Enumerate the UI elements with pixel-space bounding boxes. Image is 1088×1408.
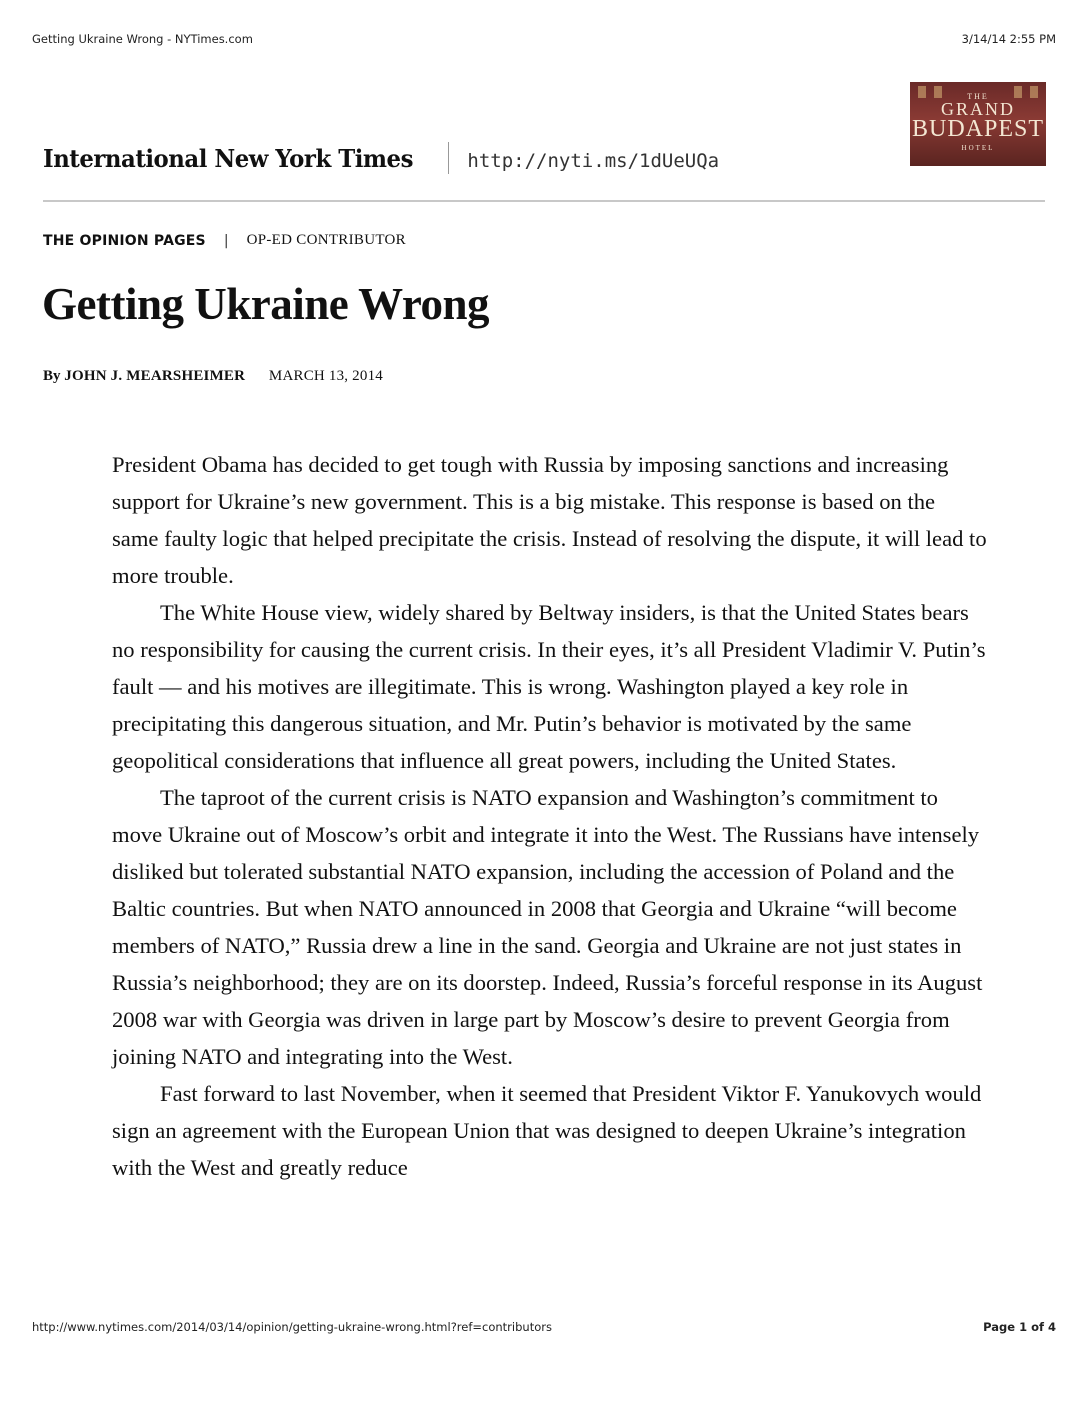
article-paragraph: Fast forward to last November, when it seemed that President Viktor F. Yanukovych would sign an agreement with the European Union that was designed to deepen Ukraine’s integration with the West and greatly reduce — [112, 1081, 982, 1180]
ad-line-1: THE — [967, 92, 989, 101]
ad-line-4: HOTEL — [961, 144, 995, 152]
byline-author[interactable]: JOHN J. MEARSHEIMER — [64, 368, 246, 384]
article-paragraph: President Obama has decided to get tough with Russia by imposing sanctions and increasing support for Ukraine’s new government. This is a big mistake. This response is based on the same faulty logic that helped precipitate the crisis. Instead of resolving the dispute, it will lead to more trouble. — [112, 452, 987, 588]
short-url[interactable]: http://nyti.ms/1dUeUQa — [467, 150, 720, 172]
nyt-logo[interactable]: International New York Times — [43, 143, 413, 173]
headline: Getting Ukraine Wrong — [42, 279, 490, 329]
column-label: OP-ED CONTRIBUTOR — [246, 232, 406, 248]
print-datetime: 3/14/14 2:55 PM — [961, 32, 1056, 46]
ad-banner[interactable] — [910, 82, 1046, 166]
article-paragraph: The taproot of the current crisis is NATO expansion and Washington’s commitment to move Ukraine out of Moscow’s orbit and integrate it into the West. The Russians have intensely disliked but tolerated substantial NATO expansion, including the accession of Poland and the Baltic countries. But when NATO announced in 2008 that Georgia and Ukraine “will become members of NATO,” Russia drew a line in the sand. Georgia and Ukraine are not just states in Russia’s neighborhood; they are on its doorstep. Indeed, Russia’s forceful response in its August 2008 war with Georgia was driven in large part by Moscow’s desire to prevent Georgia from joining NATO and integrating into the West. — [112, 785, 983, 1069]
article-paragraph: The White House view, widely shared by Beltway insiders, is that the United States bears no responsibility for causing the current crisis. In their eyes, it’s all President Vladimir V. Putin’s fault — and his motives are illegitimate. This is wrong. Washington played a key role in precipitating this dangerous situation, and Mr. Putin’s behavior is motivated by the same geopolitical considerations that influence all great powers, including the United States. — [112, 600, 986, 773]
byline — [43, 368, 383, 385]
print-footer — [32, 1320, 1056, 1334]
masthead — [43, 138, 719, 178]
print-header — [32, 32, 1056, 46]
byline-date: MARCH 13, 2014 — [268, 368, 383, 384]
header-divider — [43, 200, 1045, 202]
kicker — [43, 232, 406, 249]
kicker-separator: | — [223, 232, 229, 249]
masthead-separator — [448, 142, 449, 174]
ad-line-2: GRAND — [940, 99, 1015, 119]
byline-by: By — [43, 368, 61, 384]
print-page-title: Getting Ukraine Wrong - NYTimes.com — [32, 32, 253, 46]
article-body — [112, 446, 987, 1186]
section-link[interactable]: THE OPINION PAGES — [43, 232, 206, 249]
page-number: Page 1 of 4 — [983, 1320, 1056, 1334]
ad-line-3: BUDAPEST — [911, 116, 1045, 142]
print-url: http://www.nytimes.com/2014/03/14/opinion/getting-ukraine-wrong.html?ref=contributors — [32, 1320, 552, 1334]
